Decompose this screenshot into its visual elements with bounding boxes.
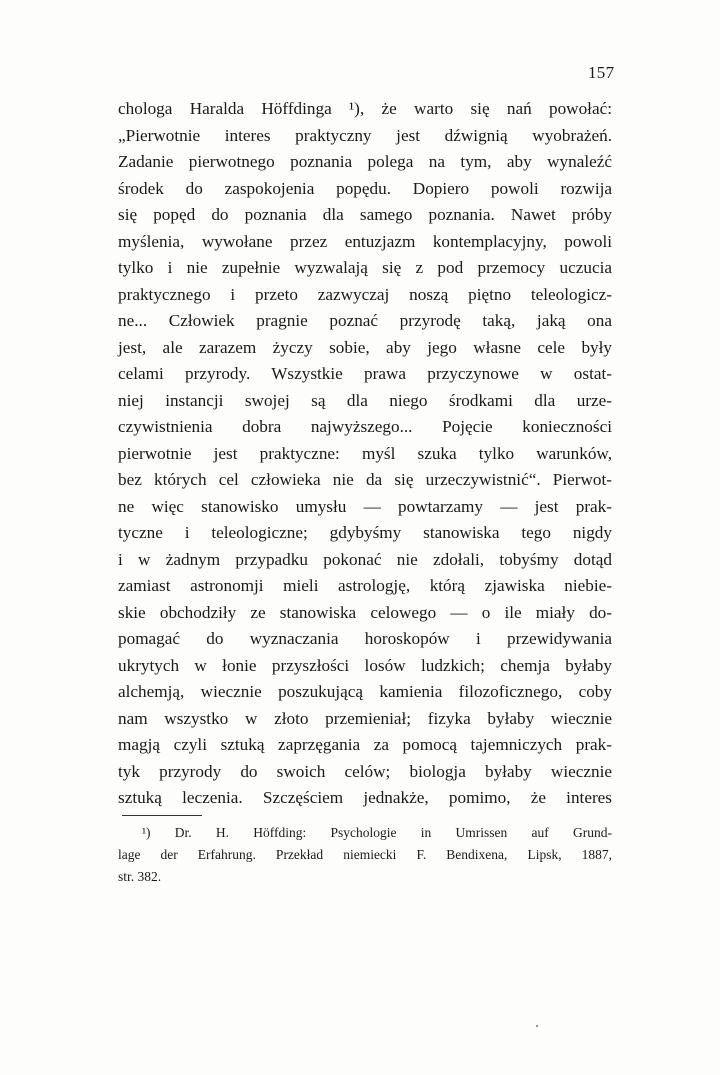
body-line: magją czyli sztuką zaprzęgania za pomocą tajemniczych prak-	[118, 735, 612, 754]
footnote-line: str. 382.	[118, 869, 162, 884]
body-line: „Pierwotnie interes praktyczny jest dźwignią wyobrażeń.	[118, 125, 612, 145]
body-line: zamiast astronomji mieli astrologję, którą zjawiska niebie-	[118, 576, 612, 595]
body-line: sztuką leczenia. Szczęściem jednakże, pomimo, że interes	[118, 788, 612, 807]
footnote-line: lage der Erfahrung. Przekład niemiecki F. Bendixena, Lipsk, 1887,	[118, 847, 612, 862]
body-line: ne... Człowiek pragnie poznać przyrodę taką, jaką ona	[118, 311, 612, 330]
body-line: alchemją, wiecznie poszukującą kamienia filozoficznego, coby	[118, 682, 612, 701]
footnote-line: ¹) Dr. H. Höffding: Psychologie in Umrissen auf Grund-	[142, 825, 612, 840]
body-line: ukrytych w łonie przyszłości losów ludzkich; chemja byłaby	[118, 655, 612, 675]
body-line: i w żadnym przypadku pokonać nie zdołali, tobyśmy dotąd	[118, 549, 612, 569]
body-text	[118, 96, 612, 812]
body-line: praktycznego i przeto zazwyczaj noszą piętno teleologicz-	[118, 284, 612, 304]
body-line: tyk przyrody do swoich celów; biologja byłaby wiecznie	[118, 761, 612, 781]
body-line: się popęd do poznania dla samego poznania. Nawet próby	[118, 205, 612, 224]
body-line: niej instancji swojej są dla niego środkami dla urze-	[118, 390, 612, 410]
body-line: chologa Haralda Höffdinga ¹), że warto się nań powołać:	[118, 99, 612, 118]
body-line: pomagać do wyznaczania horoskopów i przewidywania	[118, 629, 612, 648]
body-line: ne więc stanowisko umysłu — powtarzamy — jest prak-	[118, 496, 612, 516]
footnote	[118, 822, 612, 888]
body-line: tyczne i teleologiczne; gdybyśmy stanowiska tego nigdy	[118, 523, 612, 542]
body-line: czywistnienia dobra najwyższego... Pojęcie konieczności	[118, 417, 612, 436]
body-line: celami przyrody. Wszystkie prawa przyczynowe w ostat-	[118, 364, 612, 383]
print-speck	[536, 1025, 538, 1027]
footnote-divider	[122, 815, 202, 816]
body-line: jest, ale zarazem życzy sobie, aby jego własne cele były	[118, 337, 612, 357]
page-number: 157	[588, 63, 615, 82]
body-line: bez których cel człowieka nie da się urzeczywistnić“. Pierwot-	[118, 470, 612, 489]
body-line: myślenia, wywołane przez entuzjazm kontemplacyjny, powoli	[118, 231, 612, 251]
body-line: tylko i nie zupełnie wyzwalają się z pod przemocy uczucia	[118, 258, 612, 277]
body-line: Zadanie pierwotnego poznania polega na tym, aby wynaleźć	[118, 152, 612, 171]
body-line: skie obchodziły ze stanowiska celowego — o ile miały do-	[118, 602, 612, 622]
body-line: środek do zaspokojenia popędu. Dopiero powoli rozwija	[118, 178, 612, 198]
body-line: nam wszystko w złoto przemieniał; fizyka byłaby wiecznie	[118, 708, 612, 728]
body-line: pierwotnie jest praktyczne: myśl szuka tylko warunków,	[118, 443, 612, 463]
